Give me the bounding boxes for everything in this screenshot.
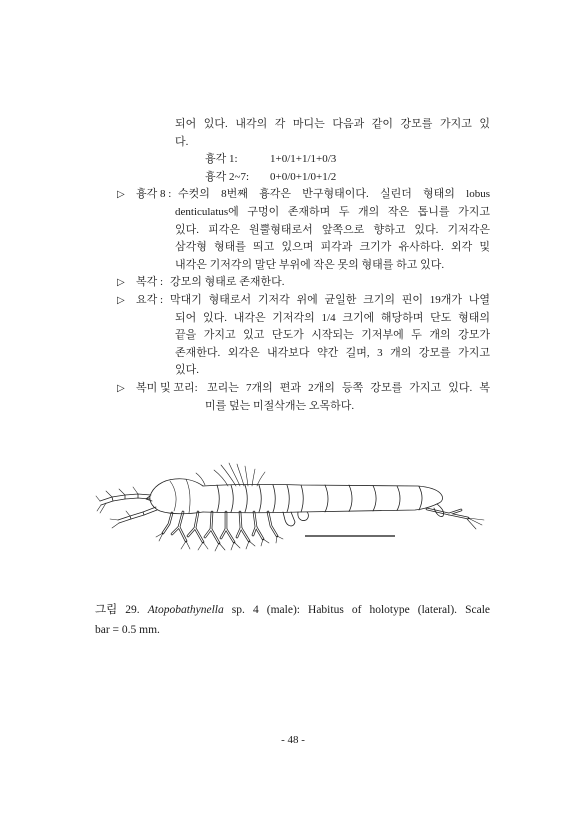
triangle-bullet-icon: ▷ <box>117 294 125 306</box>
seta <box>229 463 240 486</box>
habitus-illustration <box>95 455 490 565</box>
text-line: 삼각형 형태를 띄고 있으며 피각과 크기가 유사하다. 외각 및 <box>175 241 490 254</box>
item-label: 흉각 8 : <box>136 188 172 201</box>
item-label: 복미 및 꼬리: <box>136 381 198 394</box>
antenna-2 <box>110 507 157 528</box>
triangle-bullet-icon: ▷ <box>117 277 125 289</box>
figure-number: 그림 29. <box>95 604 140 616</box>
seta <box>245 466 248 486</box>
text-line: 되어 있다. 내각은 기저각의 1/4 크기에 해당하며 단도 형태의 <box>175 311 490 324</box>
antenna-segment <box>119 510 157 523</box>
setae-formula-row <box>205 169 586 187</box>
antenna-segment <box>100 494 151 501</box>
antenna-segment <box>118 507 156 520</box>
figure-caption <box>95 600 490 640</box>
seta <box>252 469 255 486</box>
antenna-1 <box>96 487 151 513</box>
seta <box>257 472 265 486</box>
setae-formula-label: 흉각 2~7: <box>205 170 250 183</box>
text-line: 꼬리는 7개의 편과 2개의 등쪽 강모를 가지고 있다. 복 <box>207 381 490 394</box>
text-line: denticulatus에 구멍이 존재하며 두 개의 작은 톱니를 가지고 <box>175 205 490 218</box>
setae-formula-row <box>205 151 586 169</box>
text-line: 있다. 피각은 원뿔형태로서 앞쪽으로 향하고 있다. 기저각은 <box>175 223 490 236</box>
description-item-uropod <box>0 292 586 380</box>
pleopod <box>298 512 309 521</box>
seta <box>181 541 190 549</box>
description-item-pleopod <box>0 274 586 292</box>
text-line: 있다. <box>175 364 200 377</box>
rostrum <box>146 496 152 501</box>
setae-formula-label: 흉각 1: <box>205 153 238 166</box>
line-art <box>96 463 484 551</box>
caption-line: bar = 0.5 mm. <box>95 624 160 636</box>
appendages-outline <box>163 509 468 543</box>
item-label: 요각 : <box>136 293 164 306</box>
caption-line <box>95 600 490 620</box>
seta <box>215 543 225 551</box>
text-line: 존재한다. 외각은 내각보다 약간 길며, 3 개의 강모를 가지고 <box>175 346 490 359</box>
setae-formula-value: 0+0/0+1/0+1/2 <box>270 170 337 183</box>
appendages-inner <box>163 509 468 543</box>
intro-paragraph <box>0 116 586 186</box>
seta <box>261 539 269 546</box>
text-line: 끝을 가지고 있고 단도가 시작되는 기저부에 두 개의 강모가 <box>175 329 490 342</box>
thoracic-segment-boundaries <box>217 485 303 512</box>
caption-text: sp. 4 (male): Habitus of holotype (lateral). Scale <box>231 604 491 616</box>
seta <box>221 465 236 486</box>
text-line: 막대기 형태로서 기저각 위에 균일한 크기의 핀이 19개가 나열 <box>170 293 490 306</box>
seta <box>231 542 240 550</box>
triangle-bullet-icon: ▷ <box>117 189 125 201</box>
seta <box>276 536 283 543</box>
text-line: 다. <box>175 135 189 148</box>
mouthpart-setae <box>156 533 163 541</box>
uropod-spines <box>467 518 484 529</box>
body-outline <box>203 484 443 512</box>
head-internal-line <box>170 479 190 513</box>
body-text <box>0 116 586 415</box>
seta <box>237 464 244 486</box>
text-line: 미를 덮는 미절삭개는 오목하다. <box>205 399 355 412</box>
text-line: 수컷의 8번째 흉각은 반구형태이다. 실린더 형태의 lobus <box>178 188 490 201</box>
text-line: 되어 있다. 내각의 각 마디는 다음과 같이 강모를 가지고 있 <box>175 118 490 130</box>
description-item-thoracopod-8 <box>0 186 586 274</box>
description-item-pleotelson-and-furca <box>0 380 586 415</box>
antenna-segment <box>101 498 150 505</box>
seta <box>214 470 228 486</box>
item-label: 복각 : <box>136 276 164 289</box>
seta <box>196 473 205 485</box>
genus-name: Atopobathynella <box>147 604 224 616</box>
text-line: 내각은 기저각의 말단 부위에 작은 못의 형태를 하고 있다. <box>175 258 445 271</box>
seta <box>246 541 255 549</box>
setae-formula-value: 1+0/1+1/1+0/3 <box>270 153 337 166</box>
page-number: - 48 - <box>281 734 305 746</box>
text-line: 강모의 형태로 존재한다. <box>170 276 285 289</box>
triangle-bullet-icon: ▷ <box>117 382 125 394</box>
dorsal-setae-tuft <box>196 463 265 486</box>
male-thoracopod-8 <box>283 512 295 526</box>
abdominal-segment-boundaries <box>325 485 422 512</box>
